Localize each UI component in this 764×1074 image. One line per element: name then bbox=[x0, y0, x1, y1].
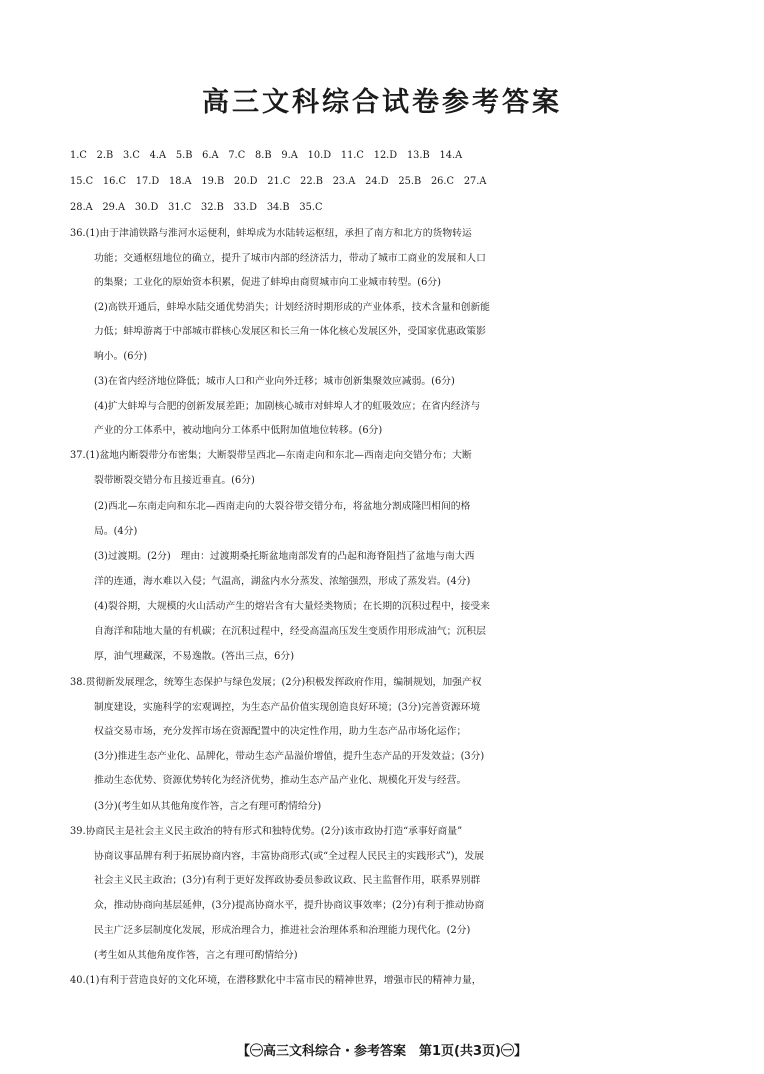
q36-line: (3)在省内经济地位降低；城市人口和产业向外迁移；城市创新集聚效应减弱。(6分) bbox=[94, 376, 455, 387]
q38-line: 推动生态优势、资源优势转化为经济优势，推动生态产品产业化、规模化开发与经营。 bbox=[94, 775, 467, 786]
page-footer: 【㊀高三文科综合・参考答案 第1页(共3页)㊀】 bbox=[237, 1044, 527, 1059]
q37-line: (4)裂谷期，大规模的火山活动产生的熔岩含有大量烃类物质；在长期的沉积过程中，接受来 bbox=[94, 601, 490, 612]
q39-line: 社会主义民主政治；(3分)有利于更好发挥政协委员参政议政、民主监督作用，联系界别群 bbox=[94, 875, 481, 886]
q36-line: (2)高铁开通后，蚌埠水陆交通优势消失；计划经济时期形成的产业体系，技术含量和创新能 bbox=[94, 302, 490, 313]
q36-line: 力低；蚌埠游离于中部城市群核心发展区和长三角一体化核心发展区外，受国家优惠政策影 bbox=[94, 326, 486, 337]
q40-line: 40.(1)有利于营造良好的文化环境，在潜移默化中丰富市民的精神世界，增强市民的精神力量， bbox=[70, 975, 482, 986]
q37-line: 37.(1)盆地内断裂带分布密集；大断裂带呈西北—东南走向和东北—西南走向交错分布；大断 bbox=[70, 450, 472, 461]
q38-line: (3分)(考生如从其他角度作答，言之有理可酌情给分) bbox=[94, 801, 322, 812]
q36-line: (4)扩大蚌埠与合肥的创新发展差距；加剧核心城市对蚌埠人才的虹吸效应；在省内经济与 bbox=[94, 401, 481, 412]
q38-line: 38.贯彻新发展理念，统筹生态保护与绿色发展；(2分)积极发挥政府作用，编制规划，加强产权 bbox=[70, 677, 482, 688]
q36-line: 响小。(6分) bbox=[94, 351, 148, 362]
q36-line: 产业的分工体系中，被动地向分工体系中低附加值地位转移。(6分) bbox=[94, 425, 383, 436]
q37-line: 局。(4分) bbox=[94, 526, 138, 537]
q38-line: 权益交易市场，充分发挥市场在资源配置中的决定性作用，助力生态产品市场化运作； bbox=[94, 726, 467, 737]
q39-line: 39.协商民主是社会主义民主政治的特有形式和独特优势。(2分)该市政协打造“承事好商量” bbox=[70, 826, 463, 837]
q36-line: 36.(1)由于津浦铁路与淮河水运便利，蚌埠成为水陆转运枢纽，承担了南方和北方的货物转运 bbox=[70, 228, 472, 239]
q39-line: 众，推动协商向基层延伸，(3分)提高协商水平，提升协商议事效率；(2分)有利于推动协商 bbox=[94, 900, 485, 911]
q38-line: (3分)推进生态产业化、品牌化，带动生态产品溢价增值，提升生态产品的开发效益；(3分) bbox=[94, 751, 485, 762]
q39-line: 民主广泛多层制度化发展，形成治理合力，推进社会治理体系和治理能力现代化。(2分) bbox=[94, 925, 471, 936]
q37-line: 自海洋和陆地大量的有机碳；在沉积过程中，经受高温高压发生变质作用形成油气；沉积层 bbox=[94, 626, 486, 637]
q38-line: 制度建设，实施科学的宏观调控，为生态产品价值实现创造良好环境；(3分)完善资源环境 bbox=[94, 702, 481, 713]
q37-line: (2)西北—东南走向和东北—西南走向的大裂谷带交错分布，将盆地分割成隆凹相间的格 bbox=[94, 501, 471, 512]
q37-line: 厚，油气埋藏深，不易逸散。(答出三点，6分) bbox=[94, 651, 295, 662]
q36-line: 的集聚；工业化的原始资本积累，促进了蚌埠由商贸城市向工业城市转型。(6分) bbox=[94, 277, 441, 288]
q39-line: 协商议事品牌有利于拓展协商内容，丰富协商形式(或“全过程人民民主的实践形式”)，发展 bbox=[94, 851, 484, 862]
page-title: 高三文科综合试卷参考答案 bbox=[202, 87, 562, 118]
q37-line: 洋的连通，海水难以入侵；气温高，湖盆内水分蒸发、浓缩强烈，形成了蒸发岩。(4分) bbox=[94, 576, 471, 587]
q37-line: (3)过渡期。(2分) 理由：过渡期桑托斯盆地南部发育的凸起和海脊阻挡了盆地与南大西 bbox=[94, 551, 475, 562]
mc-answer-line: 28.A 29.A 30.D 31.C 32.B 33.D 34.B 35.C bbox=[70, 202, 323, 213]
q39-line: (考生如从其他角度作答，言之有理可酌情给分) bbox=[94, 950, 298, 961]
q37-line: 裂带断裂交错分布且接近垂直。(6分) bbox=[94, 475, 255, 486]
q36-line: 功能；交通枢纽地位的确立，提升了城市内部的经济活力，带动了城市工商业的发展和人口 bbox=[94, 253, 486, 264]
mc-answer-line: 15.C 16.C 17.D 18.A 19.B 20.D 21.C 22.B 23.A 24.D 25.B 26.C 27.A bbox=[70, 176, 487, 187]
mc-answer-line: 1.C 2.B 3.C 4.A 5.B 6.A 7.C 8.B 9.A 10.D 11.C 12.D 13.B 14.A bbox=[70, 150, 463, 161]
